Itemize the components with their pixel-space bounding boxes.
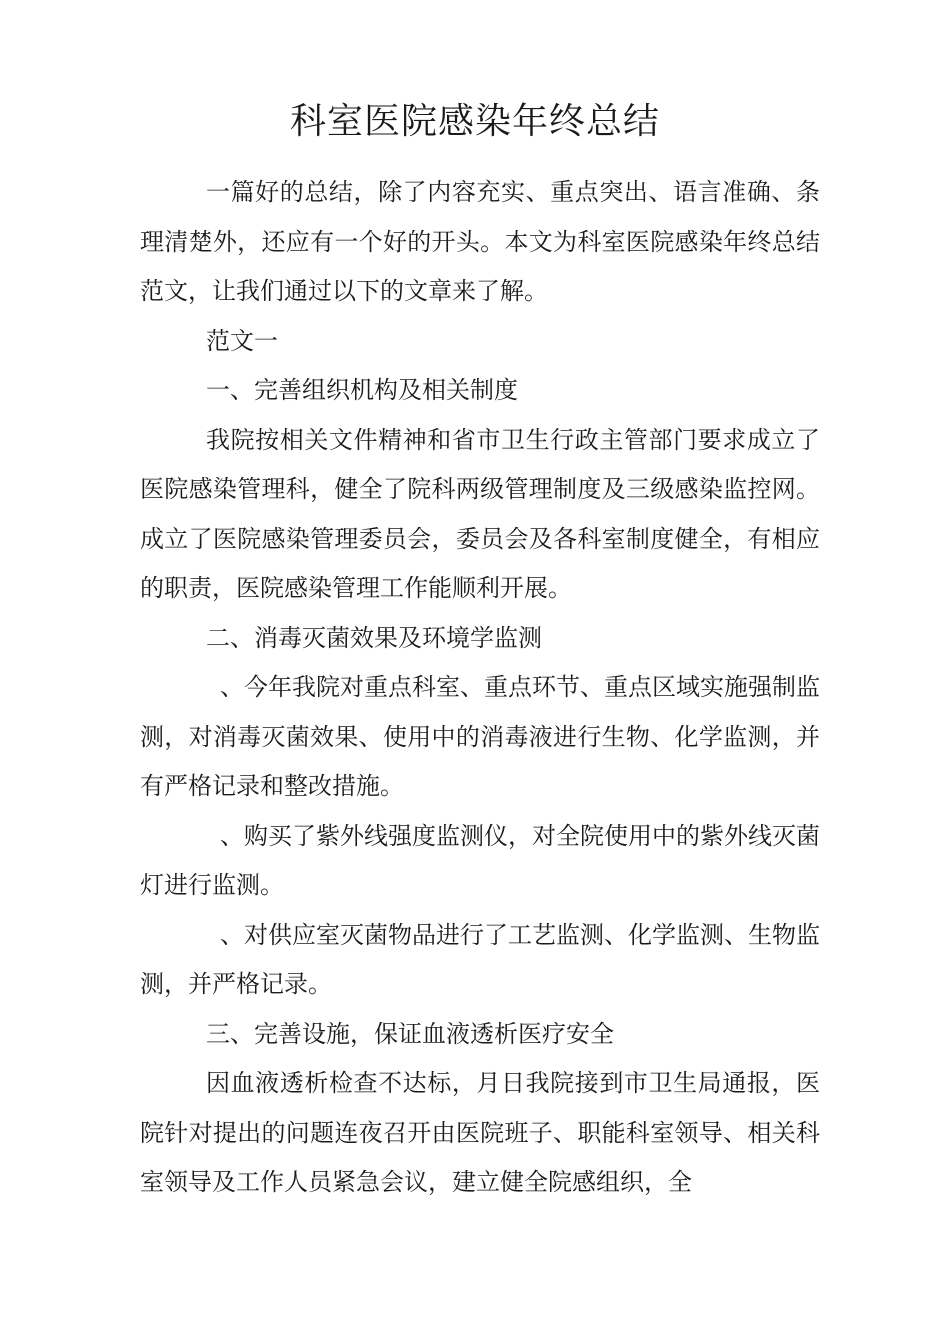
section-2-item-2: 、购买了紫外线强度监测仪，对全院使用中的紫外线灭菌灯进行监测。 xyxy=(140,821,820,899)
section-heading-1: 一、完善组织机构及相关制度 xyxy=(206,376,518,404)
section-heading-2: 二、消毒灭菌效果及环境学监测 xyxy=(206,623,542,652)
section-2-item-1: 、今年我院对重点科室、重点环节、重点区域实施强制监测，对消毒灭菌效果、使用中的消毒液进行生物、化学监测，并有严格记录和整改措施。 xyxy=(140,673,820,800)
sample-heading: 范文一 xyxy=(206,326,278,355)
section-1-paragraph: 我院按相关文件精神和省市卫生行政主管部门要求成立了医院感染管理科，健全了院科两级管理制度及三级感染监控网。成立了医院感染管理委员会，委员会及各科室制度健全，有相应的职责，医院感染管理工作能顺利开展。 xyxy=(140,425,820,602)
section-3-paragraph: 因血液透析检查不达标，月日我院接到市卫生局通报，医院针对提出的问题连夜召开由医院班子、职能科室领导、相关科室领导及工作人员紧急会议，建立健全院感组织，全 xyxy=(140,1069,820,1196)
intro-paragraph: 一篇好的总结，除了内容充实、重点突出、语言准确、条理清楚外，还应有一个好的开头。本文为科室医院感染年终总结范文，让我们通过以下的文章来了解。 xyxy=(140,178,820,305)
document-body xyxy=(140,168,820,1208)
section-heading-3: 三、完善设施，保证血液透析医疗安全 xyxy=(206,1019,614,1048)
section-2-item-3: 、对供应室灭菌物品进行了工艺监测、化学监测、生物监测，并严格记录。 xyxy=(140,920,820,998)
document-title: 科室医院感染年终总结 xyxy=(289,101,660,142)
